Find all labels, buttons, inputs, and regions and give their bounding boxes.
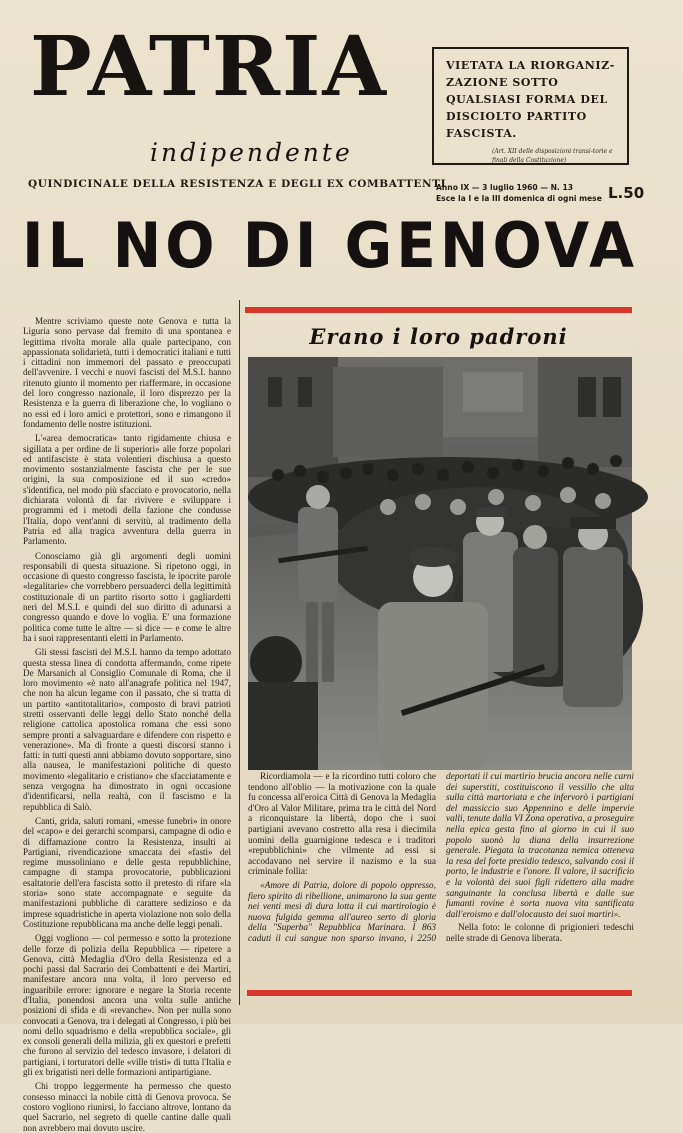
issue-schedule: Esce la I e la III domenica di ogni mese (436, 194, 602, 203)
left-paragraph: Canti, grida, saluti romani, «messe funebri» in onore del «capo» e dei gerarchi scomparsi, campagne di odio e di diffamazione contro la Resistenza, insulti ai Partigiani, rivendicazione smaccata dei «fasti» del regime mussoliniano e delle gesta repubblichine, campagne di stampa provocatorie, pubblicazioni esaltatorie dell'era fascista sotto il pretesto di rifare «la storia» sono state accompagnate e seguite da manifestazioni pubbliche di carattere sedizioso e da imprese squadristiche in aperta violazione non solo della Costituzione repubblicana ma anche delle leggi penali. (23, 815, 231, 929)
red-rule-top (245, 307, 632, 313)
left-paragraph: Oggi vogliono — col permesso e sotto la protezione delle forze di polizia della Repubblica — ripetere a Genova, città Medaglia d'Oro della Resistenza ed a pochi passi dal Sacrario dei Combattenti e dei Martiri, manifestare ancora una volta, il loro perverso ed inguaribile errore: ignorare e negare la Storia recente d'Italia, ponendosi ancora una volta sulle antiche posizioni di sfida e di «revanche». Non per nulla sono convocati a Genova, tra i delegati al Congresso, i più bei nomi dello squadrismo e della «repubblica sociale», gli ex consoli generali della milizia, gli ex questori e prefetti che furono al servizio del tedesco invasore, i delatori di partigiani, i torturatori delle «ville tristi» di tutta l'Italia e gli ex brigatisti neri delle formazioni antipartigiane. (23, 933, 231, 1078)
left-paragraph: L'«area democratica» tanto rigidamente chiusa e sigillata a per ordine de li superiori» alle forze popolari ed antifasciste è stata volentieri dischiusa a questo movimento sostanzialmente fascista che per le sue origini, la sua composizione ed il suo «credo» s'identifica, nel modo più sfacciato e provocatorio, nella dichiarata volontà di far rivivere e sviluppare i programmi ed i metodi della fazione che condusse l'Italia, dopo vent'anni di servitù, al tradimento della Patria ed alla tragica avventura della guerra in Parlamento. (23, 433, 231, 547)
left-paragraph: Chi troppo leggermente ha permesso che questo consesso minacci la nobile città di Genova provoca. Se costoro vogliono riunirsi, lo facciano altrove, lontano da quel Sacrario, nel segreto di quelle cantine dalle quali non avrebbero mai dovuto uscire. (23, 1081, 231, 1133)
photo-caption: Nella foto: le colonne di prigionieri tedeschi nelle strade di Genova liberata. (446, 923, 634, 944)
bottom-article (248, 772, 634, 984)
notice-box (432, 47, 629, 165)
prisoners-photo (248, 357, 632, 770)
masthead-subtitle: indipendente (150, 138, 353, 167)
masthead-title: PATRIA (30, 19, 388, 115)
left-paragraph: Mentre scriviamo queste note Genova e tutta la Liguria sono pervase dal fremito di una spontanea e legittima rivolta morale alla quale partecipano, con appassionata solidarietà, tutti i democratici italiani e tutti i cittadini non immemori del passato e preoccupati dell'avvenire. I vecchi e nuovi fascisti del M.S.I. hanno ritenuto giunto il momento per riaffermare, in occasione del loro congresso nazionale, il loro disprezzo per la Resistenza e la guerra di liberazione che, lo vogliano o no essi ed i loro amici e protettori, sono e rimangono il fondamento delle nostre istituzioni. (23, 316, 231, 429)
issue-info: Anno IX — 3 luglio 1960 — N. 13 (436, 183, 574, 192)
column-divider (239, 300, 240, 1005)
headline: IL NO DI GENOVA (22, 208, 639, 283)
bottom-paragraph: Ricordiamola — e la ricordino tutti coloro che tendono all'oblio — la motivazione con la quale fu concessa all'eroica Città di Genova la Medaglia d'Oro al Valor Militare, prima tra le città del Nord a riconquistare la libertà, dopo che i suoi partigiani avevano costretto alla resa i diecimila uomini della guarnigione tedesca e i traditori «repubblichini» che vilmente ad essi si accodavano nel servire il nazismo e la sua criminale follia: (248, 772, 436, 878)
notice-text: VIETATA LA RIORGANIZ-ZAZIONE SOTTO QUALSIASI FORMA DEL DISCIOLTO PARTITO FASCISTA. (446, 59, 615, 140)
left-article (23, 316, 231, 1133)
photo-subhead: Erano i loro padroni (309, 324, 568, 349)
left-paragraph: Conosciamo già gli argomenti degli uomini responsabili di questa situazione. Si ripetono oggi, in occasione di questo congresso fascista, le ipocrite parole «legalitarie» che vorrebbero persuaderci della legittimità costituzionale di un partito risorto sotto i gagliardetti neri del M.S.I. e quindi del suo diritto di adunarsi a congresso quando e dove lo voglia. E' una formazione politica come tutte le altre — si dice — e come le altre ha i suoi rappresentanti eletti in Parlamento. (23, 550, 231, 643)
masthead-tagline: QUINDICINALE DELLA RESISTENZA E DEGLI EX COMBATTENTI (28, 178, 447, 190)
left-paragraph: Gli stessi fascisti del M.S.I. hanno da tempo adottato questa stessa linea di condotta affermando, come ripete De Marsanich al Consiglio Comunale di Roma, che il loro movimento «è nato all'anagrafe politica nel 1947, che non ha alcun legame con il passato, che si tratta di un partito «antitotalitario», composto di bravi patrioti stretti osservanti delle leggi dello Stato nonché della religione cattolica apostolica romana che essi sono sempre pronti a salvaguardare e difendere con rispetto e venerazione». Ma di fronte a questi discorsi stanno i fatti: in tutti questi anni abbiamo dovuto sopportare, sino alla nausea, le manifestazioni politiche di questo movimento «legalitario e cristiano» che sfacciatamente e senza vergogna ha dimostrato in ogni occasione d'identificarsi, nella realtà, con il fascismo e la repubblica di Salò. (23, 647, 231, 812)
bottom-quote: «Amore di Patria, dolore di popolo oppresso, fiero spirito di ribellione, animarono la sua gente nei venti mesi di dura lotta il cui martirologio è nuova fulgida gemma all'aureo serto di gloria della "Superba" Repubblica Marinara. I 863 caduti il cui sangue non sparso invano, i 2250 deportati il cui martirio brucia ancora nelle carni dei superstiti, costituiscono il vessillo che alta sulla città martoriata e che infervorò i partigiani del massiccio suo Appennino e delle impervie valli, tenute dalla VI Zona operativa, a proseguire nella epica gesta fino al giorno in cui il suo popolo suonò la diana della insurrezione generale. Piegata la tracotanza nemica otteneva la resa del forte presidio tedesco, salvando così il porto, le industrie e l'onore. Il valore, il sacrificio e la volontà dei suoi figli ridettero alla madre sanguinante la conclusa libertà e dalle sue fumanti rovine è sorta nuova vita santificata dall'eroismo e dall'olocausto dei suoi martiri». (248, 772, 634, 944)
notice-note: (Art. XII delle disposizioni transi-torie e finali della Costituzione) (492, 148, 613, 164)
price: L.50 (608, 184, 645, 202)
red-rule-bottom (247, 990, 632, 996)
